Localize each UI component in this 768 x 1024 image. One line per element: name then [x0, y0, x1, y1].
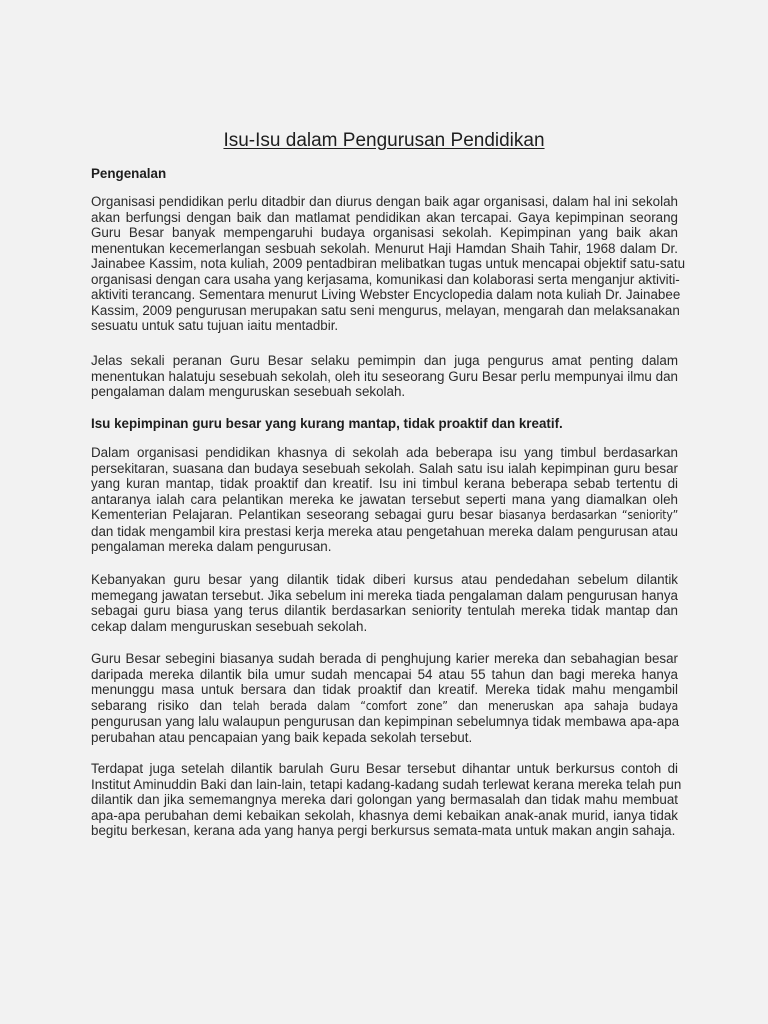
- text-line: sebagai guru biasa yang terus dilantik berdasarkan seniority tentulah mereka tidak mantap dan: [91, 603, 678, 618]
- text-line: sesuatu untuk satu tujuan iaitu mentadbir.: [91, 318, 339, 333]
- paragraph-isu-4: [91, 761, 682, 839]
- text-line: Jainabee Kassim, nota kuliah, 2009 pentadbiran melibatkan tugas untuk mencapai objektif satu-satu: [91, 256, 686, 271]
- paragraph-isu-2: [91, 572, 678, 634]
- text-line: memegang jawatan tersebut. Jika sebelum ini mereka tiada pengalaman dalam pengurusan hanya: [91, 587, 678, 603]
- text-line-mixed: [91, 698, 678, 715]
- section-heading-pengenalan: Pengenalan: [91, 166, 167, 181]
- text-line: Guru Besar sebegini biasanya sudah berada di penghujung karier mereka dan sebahagian besar: [91, 651, 678, 666]
- text-segment: Kementerian Pelajaran. Pelantikan seseorang sebagai guru besar: [91, 507, 494, 522]
- text-line: persekitaran, suasana dan budaya sesebuah sekolah. Salah satu isu ialah kepimpinan guru besar: [91, 460, 678, 476]
- text-line: Terdapat juga setelah dilantik barulah Guru Besar tersebut dihantar untuk berkursus contoh di: [91, 761, 678, 776]
- paragraph-pengenalan-2: [91, 353, 678, 400]
- text-line: dilantik dan jika sememangnya mereka dari golongan yang bermasalah dan tidak mahu membuat: [91, 792, 678, 807]
- text-line: begitu berkesan, kerana ada yang hanya pergi berkursus semata-mata untuk makan angin sahaja.: [91, 823, 676, 838]
- text-line: Kassim, 2009 pengurusan merupakan satu seni mengurus, melayan, mengarah dan melaksanakan: [91, 302, 680, 318]
- text-line: Guru Besar banyak mempengaruhi budaya organisasi sekolah. Kepimpinan yang baik akan: [91, 225, 678, 240]
- text-line: perubahan atau pencapaian yang baik kepada sekolah tersebut.: [91, 729, 473, 745]
- text-line: menunggu masa untuk bersara dan tidak proaktif dan kreatif. Mereka tidak mahu mengambil: [91, 682, 678, 697]
- paragraph-isu-1: [91, 445, 678, 555]
- text-line: Organisasi pendidikan perlu ditadbir dan diurus dengan baik agar organisasi, dalam hal ini sekolah: [91, 194, 678, 209]
- paragraph-isu-3: [91, 651, 678, 745]
- section-heading-isu-kepimpinan: Isu kepimpinan guru besar yang kurang mantap, tidak proaktif dan kreatif.: [91, 416, 563, 431]
- text-line: organisasi dengan cara usaha yang kerjasama, komunikasi dan kolaborasi serta menganjur aktiviti-: [91, 271, 680, 287]
- text-line: pengalaman dalam menguruskan sesebuah sekolah.: [91, 384, 406, 399]
- text-segment-condensed: telah berada dalam “comfort zone” dan meneruskan apa sahaja budaya: [232, 698, 678, 713]
- text-line: pengurusan yang lalu walaupun pengurusan dan kepimpinan sebelumnya tidak membawa apa-apa: [91, 714, 680, 729]
- text-segment-condensed: biasanya berdasarkan “seniority”: [498, 508, 678, 522]
- text-segment: sebarang risiko dan: [91, 697, 223, 713]
- text-line: Institut Aminuddin Baki dan lain-lain, tetapi kadang-kadang sudah terlewat kerana mereka telah pun: [91, 776, 682, 792]
- text-line: menentukan kecemerlangan sesbuah sekolah. Menurut Haji Hamdan Shaih Tahir, 1968 dalam Dr.: [91, 240, 678, 256]
- text-line: daripada mereka dilantik bila umur sudah mencapai 54 atau 55 tahun dan bagi mereka hanya: [91, 666, 678, 682]
- text-line: yang kuran mantap, tidak proaktif dan kreatif. Isu ini timbul kerana beberapa sebab tertentu di: [91, 476, 678, 491]
- document-title: Isu-Isu dalam Pengurusan Pendidikan: [223, 130, 545, 151]
- text-line-mixed: [91, 507, 678, 524]
- text-line: antaranya ialah cara pelantikan mereka ke jawatan tersebut seperti mana yang diamalkan oleh: [91, 491, 678, 507]
- text-line: Jelas sekali peranan Guru Besar selaku pemimpin dan juga pengurus amat penting dalam: [91, 353, 678, 368]
- text-line: cekap dalam menguruskan sesebuah sekolah.: [91, 618, 368, 634]
- text-line: Dalam organisasi pendidikan khasnya di sekolah ada beberapa isu yang timbul berdasarkan: [91, 445, 678, 460]
- text-line: apa-apa perubahan demi kebaikan sekolah, khasnya demi kebaikan anak-anak murid, ianya tidak: [91, 807, 678, 823]
- text-line: dan tidak mengambil kira prestasi kerja mereka atau pengetahuan mereka dalam pengurusan atau: [91, 523, 678, 539]
- text-line: akan berfungsi dengan baik dan matlamat pendidikan akan tercapai. Gaya kepimpinan seorang: [91, 209, 678, 225]
- text-line: menentukan halatuju sesebuah sekolah, oleh itu seseorang Guru Besar perlu mempunyai ilmu dan: [91, 368, 678, 384]
- text-line: aktiviti terancang. Sementara menurut Living Webster Encyclopedia dalam nota kuliah Dr. Jainabee: [91, 287, 681, 302]
- text-line: pengalaman mereka dalam pengurusan.: [91, 539, 332, 554]
- paragraph-pengenalan-1: [91, 194, 686, 334]
- text-line: Kebanyakan guru besar yang dilantik tidak diberi kursus atau pendedahan sebelum dilantik: [91, 572, 678, 587]
